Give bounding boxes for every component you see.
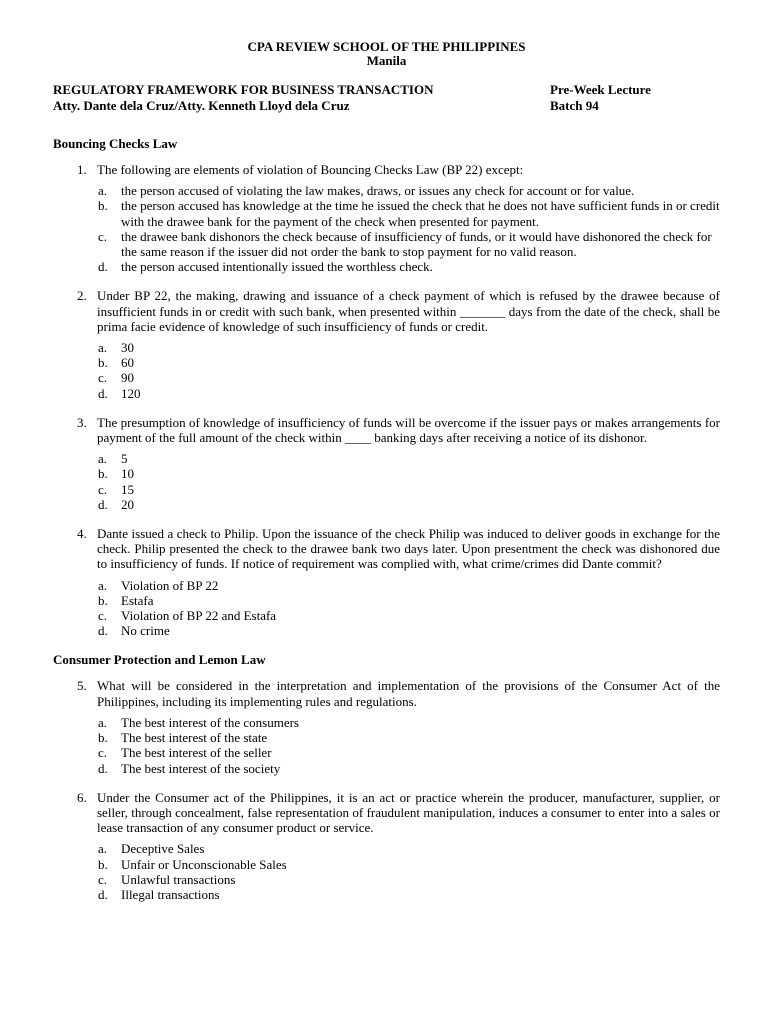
answer-choice [98,370,720,385]
choice-label: c. [98,481,108,497]
choice-text: 20 [121,496,134,512]
question-stem [53,790,720,836]
question-item [53,162,720,274]
choice-label: a. [98,340,108,356]
choice-text: the drawee bank dishonors the check because of insufficiency of funds, or it would have dishonored the check for the same reason if the issuer did not order the bank to stop payment for no valid reason. [121,228,712,260]
answer-choice [98,887,720,902]
choice-text: Violation of BP 22 [121,577,219,593]
school-name: CPA REVIEW SCHOOL OF THE PHILIPPINES [247,39,526,54]
question-stem [53,415,720,445]
choice-label: b. [98,466,108,482]
answer-choice [98,593,720,608]
answer-choice [98,386,720,401]
answer-choices [98,451,720,512]
choice-text: Estafa [121,592,154,608]
choice-text: The best interest of the state [121,730,268,746]
answer-choice [98,608,720,623]
choice-text: 15 [121,481,134,497]
answer-choice [98,872,720,887]
choice-text: The best interest of the seller [121,745,272,761]
question-text: Dante issued a check to Philip. Upon the issuance of the check Philip was induced to deliver goods in exchange for the check. Philip presented the check to the drawee bank two days later. Upon presentment the check was dishonored due to insufficiency of funds. If notice of requirement was complied with, what crime/crimes did Dante commit? [97,526,720,572]
section-heading-consumer-protection: Consumer Protection and Lemon Law [53,652,266,668]
choice-label: c. [98,871,108,887]
choice-label: c. [98,228,108,244]
answer-choice [98,578,720,593]
answer-choice [98,482,720,497]
question-group-bouncing-checks [53,162,720,638]
question-stem [53,526,720,572]
question-stem [53,288,720,334]
choice-label: d. [98,259,108,275]
choice-text: 60 [121,355,134,371]
section-heading-bouncing-checks: Bouncing Checks Law [53,136,178,151]
answer-choice [98,229,720,259]
batch-number: Batch 94 [550,98,599,113]
question-text: The presumption of knowledge of insufficiency of funds will be overcome if the issuer pays or makes arrangements for payment of the full amount of the check within ____ banking days after receiving a notice of its dishonor. [97,414,720,446]
choice-text: 10 [121,466,134,482]
question-text: Under BP 22, the making, drawing and issuance of a check payment of which is refused by the drawee because of insufficient funds in or credit with such bank, when presented within _______ days from the date of the check, shall be prima facie evidence of knowledge of such insufficiency of funds or credit. [97,288,720,334]
answer-choice [98,761,720,776]
answer-choice [98,745,720,760]
answer-choice [98,183,720,198]
answer-choice [98,857,720,872]
answer-choice [98,841,720,856]
choice-label: b. [98,355,108,371]
question-number: 2. [77,288,87,304]
choice-label: d. [98,623,108,639]
choice-label: b. [98,198,108,214]
choice-label: a. [98,714,108,730]
choice-text: the person accused intentionally issued the worthless check. [121,259,433,275]
answer-choices [98,578,720,639]
question-number: 5. [77,678,87,694]
choice-text: 5 [121,451,128,467]
choice-label: b. [98,730,108,746]
question-item [53,790,720,902]
answer-choice [98,623,720,638]
answer-choice [98,466,720,481]
choice-label: d. [98,496,108,512]
question-item [53,288,720,400]
answer-choices [98,183,720,274]
answer-choice [98,715,720,730]
choice-text: the person accused has knowledge at the time he issued the check that he does not have sufficient funds in or credit with the drawee bank for the payment of the check when presented for payment. [121,198,720,229]
choice-label: b. [98,592,108,608]
question-item [53,678,720,775]
question-number: 4. [77,526,87,542]
question-text: Under the Consumer act of the Philippines, it is an act or practice wherein the producer, manufacturer, supplier, or seller, through concealment, false representation of fraudulent manipulation, induces a consumer to enter into a sales or lease transaction of any consumer product or service. [97,789,720,836]
header-row-lecturers [53,98,720,114]
choice-label: a. [98,841,108,857]
question-group-consumer-protection [53,678,720,902]
answer-choice [98,340,720,355]
answer-choices [98,715,720,776]
question-number: 3. [77,414,87,430]
question-item [53,415,720,512]
choice-text: The best interest of the society [121,760,281,776]
choice-label: a. [98,577,108,593]
choice-text: the person accused of violating the law makes, draws, or issues any check for account or for value. [121,183,635,199]
question-text: What will be considered in the interpretation and implementation of the provisions of the Consumer Act of the Philippines, including its implementing rules and regulations. [97,678,720,709]
answer-choices [98,841,720,902]
choice-label: c. [98,370,108,386]
answer-choice [98,259,720,274]
choice-text: 30 [121,340,134,356]
choice-text: Unfair or Unconscionable Sales [121,856,287,872]
answer-choice [98,198,720,228]
choice-label: a. [98,451,108,467]
choice-label: c. [98,608,108,624]
question-number: 1. [77,162,87,177]
choice-label: d. [98,886,108,902]
choice-label: c. [98,745,108,761]
answer-choice [98,355,720,370]
school-city: Manila [366,53,407,68]
question-number: 6. [77,789,87,805]
choice-label: b. [98,856,108,872]
choice-text: 120 [121,385,141,401]
choice-label: d. [98,760,108,776]
question-stem [53,678,720,708]
answer-choice [98,730,720,745]
answer-choice [98,497,720,512]
question-item [53,526,720,638]
choice-text: 90 [121,370,134,386]
choice-text: Deceptive Sales [121,841,205,857]
document-page [53,40,720,902]
lecturer-names: Atty. Dante dela Cruz/Atty. Kenneth Lloyd dela Cruz [53,98,350,113]
course-title: REGULATORY FRAMEWORK FOR BUSINESS TRANSACTION [53,82,434,97]
choice-text: The best interest of the consumers [121,714,299,730]
choice-text: No crime [121,623,170,639]
choice-label: a. [98,183,108,199]
choice-label: d. [98,385,108,401]
choice-text: Illegal transactions [121,886,220,902]
answer-choices [98,340,720,401]
question-stem [53,162,720,177]
answer-choice [98,451,720,466]
choice-text: Unlawful transactions [121,871,236,887]
choice-text: Violation of BP 22 and Estafa [121,608,277,624]
header-row-course [53,82,720,98]
lecture-type: Pre-Week Lecture [550,82,651,97]
question-text: The following are elements of violation of Bouncing Checks Law (BP 22) except: [97,162,524,177]
